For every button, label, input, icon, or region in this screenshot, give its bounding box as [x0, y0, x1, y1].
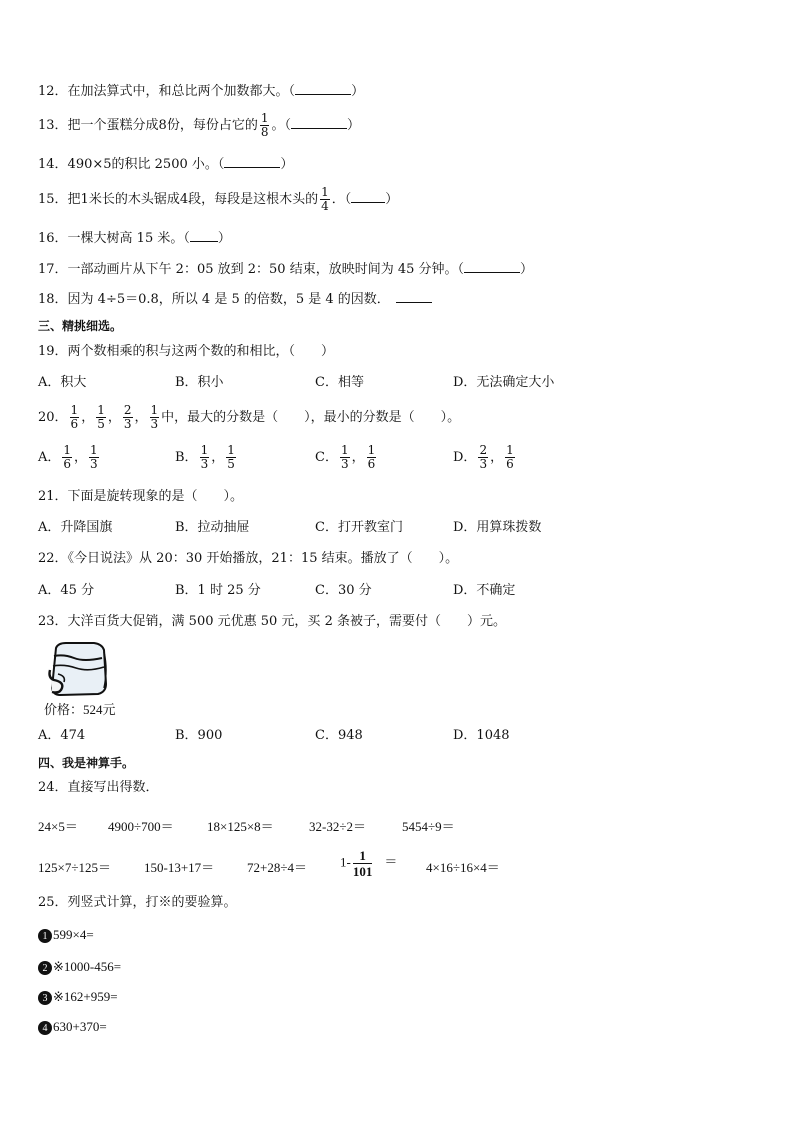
fraction-numerator: 1	[70, 403, 79, 417]
bracket-close: ）	[217, 231, 231, 246]
fraction	[353, 848, 373, 879]
question-text: 一部动画片从下午 2：05 放到 2：50 结束，放映时间为 45 分钟。（	[67, 262, 465, 277]
calc-prefix: 1-	[340, 854, 351, 870]
fraction-denominator: 6	[63, 457, 72, 471]
option-label: A．	[38, 450, 61, 465]
bracket-close: ）	[351, 84, 365, 99]
question-number: 19．	[38, 344, 68, 359]
fraction	[96, 404, 106, 431]
fraction-denominator: 3	[123, 417, 132, 431]
question-text: 大洋百货大促销，满 500 元优惠 50 元，买 2 条被子，需要付（ ）元。	[67, 614, 506, 629]
question-number: 24．	[38, 780, 68, 795]
fraction-numerator: 1	[227, 443, 235, 457]
question-number: 22．	[38, 551, 68, 566]
bracket-close: ）	[346, 118, 360, 133]
price-label: 价格：524元	[44, 702, 116, 717]
option-c[interactable]: C． $\frac{1}{3}$ ， $\frac{1}{6}$	[315, 443, 376, 471]
fraction	[200, 444, 210, 471]
question-17	[38, 260, 533, 279]
fraction-numerator: 2	[479, 443, 488, 457]
question-number: 23．	[38, 614, 68, 629]
fraction-denominator: 6	[70, 417, 79, 431]
question-text: 直接写出得数．	[67, 780, 159, 795]
question-number: 16．	[38, 231, 68, 246]
vertical-calc-4	[38, 1019, 107, 1035]
option-label: C．	[315, 450, 338, 465]
fraction	[62, 444, 72, 471]
fraction-denominator: 3	[479, 457, 488, 471]
question-number: 25．	[38, 895, 68, 910]
fraction-denominator: 3	[150, 417, 159, 431]
fraction-denominator: 3	[340, 457, 349, 471]
vertical-calc-1	[38, 927, 94, 943]
calc-item-fraction	[340, 848, 397, 879]
answer-blank[interactable]	[190, 229, 218, 242]
question-text: 列竖式计算，打※的要验算。	[67, 895, 237, 910]
option-a[interactable]: A．45 分	[38, 583, 95, 598]
fraction-denominator: 6	[506, 457, 514, 471]
option-b[interactable]: B．1 时 25 分	[175, 583, 261, 598]
fraction-denominator: 5	[227, 457, 235, 471]
fraction-numerator: 1	[97, 403, 105, 417]
question-18	[38, 290, 432, 309]
fraction-numerator: 1	[200, 443, 209, 457]
question-text: 《今日说法》从 20：30 开始播放，21：15 结束。播放了（ ）。	[67, 551, 459, 566]
question-text: 下面是旋转现象的是（ ）。	[67, 489, 244, 504]
section-heading-3: 三、精挑细选。	[38, 319, 123, 333]
question-19	[38, 343, 334, 361]
option-d[interactable]: D． $\frac{2}{3}$ ， $\frac{1}{6}$	[453, 443, 514, 471]
question-text: 把一个蛋糕分成8份，每份占它的	[67, 118, 258, 133]
fraction-numerator: 1	[150, 403, 159, 417]
bracket-close: ）	[385, 192, 399, 207]
fraction-denominator: 3	[200, 457, 209, 471]
question-text: 在加法算式中，和总比两个加数都大。（	[67, 84, 296, 99]
option-a[interactable]: A．474	[38, 728, 86, 743]
fraction-numerator: 1	[367, 443, 376, 457]
question-number: 13．	[38, 118, 68, 133]
question-16	[38, 229, 231, 248]
calc-item: 150-13+17＝	[144, 860, 215, 875]
answer-blank[interactable]	[224, 155, 280, 168]
circled-number: 2	[38, 961, 52, 975]
calc-item: 72+28÷4＝	[247, 860, 307, 875]
fraction-denominator: 4	[321, 199, 329, 213]
option-b[interactable]: B． $\frac{1}{3}$ ， $\frac{1}{5}$	[175, 443, 235, 471]
question-25	[38, 894, 237, 912]
fraction	[478, 444, 488, 471]
question-15	[38, 186, 398, 213]
question-21	[38, 488, 243, 506]
calc-item: 125×7÷125＝	[38, 860, 111, 875]
fraction-numerator: 1	[260, 111, 269, 125]
fraction	[226, 444, 236, 471]
question-number: 14．	[38, 157, 68, 172]
question-text: 一棵大树高 15 米。（	[67, 231, 190, 246]
calc-expression: 599×4=	[53, 927, 94, 942]
fraction	[340, 444, 350, 471]
fraction	[320, 186, 330, 213]
option-label: B．	[175, 450, 198, 465]
fraction	[89, 444, 99, 471]
option-b[interactable]: B．900	[175, 728, 223, 743]
question-14	[38, 155, 293, 174]
calc-item: 24×5＝	[38, 819, 78, 834]
question-24	[38, 779, 159, 797]
fraction-numerator: 1	[340, 443, 349, 457]
question-text: 把1米长的木头锯成4段，每段是这根木头的	[67, 192, 319, 207]
question-text: 。（	[271, 118, 291, 133]
option-a[interactable]: A． $\frac{1}{6}$ ， $\frac{1}{3}$	[38, 443, 98, 471]
answer-blank[interactable]	[396, 290, 432, 303]
calc-item: 4×16÷16×4＝	[426, 860, 500, 875]
calc-item: 32-32÷2＝	[309, 819, 366, 834]
calc-item: 5454÷9＝	[402, 819, 455, 834]
question-text: 中，最大的分数是（ ），最小的分数是（ ）。	[161, 410, 461, 425]
fraction-denominator: 101	[352, 864, 373, 879]
fraction-numerator: 1	[90, 443, 98, 457]
fraction	[260, 112, 270, 139]
question-number: 17．	[38, 262, 68, 277]
fraction-numerator: 1	[321, 185, 329, 199]
vertical-calc-3	[38, 989, 118, 1005]
quilt-icon	[44, 640, 110, 698]
question-text: 两个数相乘的积与这两个数的和相比，（ ）	[67, 344, 335, 359]
answer-blank[interactable]	[464, 260, 520, 273]
answer-blank[interactable]	[295, 82, 351, 95]
calc-expression: 630+370=	[53, 1019, 107, 1034]
fraction-denominator: 6	[367, 457, 376, 471]
fraction-denominator: 3	[90, 457, 98, 471]
option-b[interactable]: B．拉动抽屉	[175, 520, 250, 535]
fraction	[150, 404, 160, 431]
option-d[interactable]: D．1048	[453, 728, 510, 743]
fraction-denominator: 8	[260, 125, 269, 139]
question-13	[38, 112, 360, 139]
fraction-denominator: 5	[97, 417, 105, 431]
fraction-numerator: 1	[63, 443, 72, 457]
bracket-close: ）	[520, 262, 534, 277]
option-d[interactable]: D．无法确定大小	[453, 375, 555, 390]
question-text: 因为 4÷5＝0.8，所以 4 是 5 的倍数，5 是 4 的因数．	[67, 292, 390, 307]
question-22	[38, 550, 458, 568]
fraction-numerator: 1	[506, 443, 514, 457]
question-number: 21．	[38, 489, 68, 504]
calc-item: 4900÷700＝	[108, 819, 174, 834]
circled-number: 3	[38, 991, 52, 1005]
circled-number: 4	[38, 1021, 52, 1035]
fraction	[70, 404, 80, 431]
section-heading-4: 四、我是神算手。	[38, 756, 135, 770]
fraction	[505, 444, 515, 471]
answer-blank[interactable]	[291, 116, 347, 129]
question-number: 12．	[38, 84, 68, 99]
fraction-numerator: 1	[359, 848, 366, 863]
calc-expression: ※1000-456=	[53, 959, 122, 974]
option-d[interactable]: D．用算珠拨数	[453, 520, 542, 535]
option-b[interactable]: B．积小	[175, 375, 224, 390]
equals-sign: ＝	[384, 854, 398, 870]
fraction	[367, 444, 377, 471]
question-20: 20． $\frac{1}{6}$ ， $\frac{1}{5}$ ， $\frac{2}{3}$ ， $\frac{1}{3}$ 中，最大的分数是（ ），最小的分数是（ ）。	[38, 403, 461, 431]
option-c[interactable]: C．30 分	[315, 583, 372, 598]
option-c[interactable]: C．相等	[315, 375, 364, 390]
option-d[interactable]: D．不确定	[453, 583, 516, 598]
question-text: 490×5的积比 2500 小。（	[67, 157, 225, 172]
option-a[interactable]: A．积大	[38, 375, 87, 390]
option-label: D．	[453, 450, 477, 465]
question-number: 20．	[38, 410, 68, 425]
option-c[interactable]: C．打开教室门	[315, 520, 403, 535]
question-number: 18．	[38, 292, 68, 307]
question-12	[38, 82, 364, 101]
fraction	[123, 404, 133, 431]
option-c[interactable]: C．948	[315, 728, 363, 743]
option-a[interactable]: A．升降国旗	[38, 520, 113, 535]
calc-expression: ※162+959=	[53, 989, 118, 1004]
quilt-image	[44, 640, 110, 698]
fraction-numerator: 2	[123, 403, 132, 417]
answer-blank[interactable]	[351, 190, 385, 203]
bracket-close: ）	[280, 157, 294, 172]
question-23	[38, 613, 506, 631]
question-number: 15．	[38, 192, 68, 207]
circled-number: 1	[38, 929, 52, 943]
question-text: ．（	[331, 192, 352, 207]
calc-item: 18×125×8＝	[207, 819, 274, 834]
vertical-calc-2	[38, 959, 121, 975]
